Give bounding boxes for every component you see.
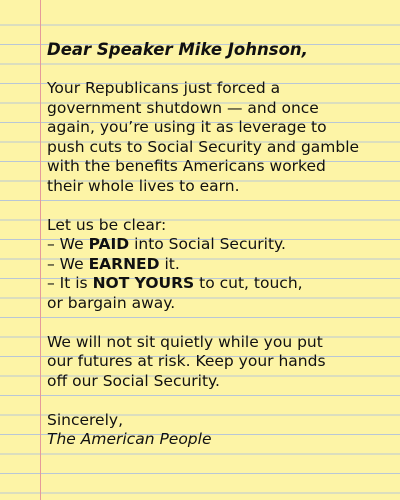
bullet-earned [47, 255, 392, 275]
text-line: government shutdown — and once [47, 98, 319, 117]
bullet-text: – It is [47, 274, 93, 292]
bullet-emphasis: NOT YOURS [92, 274, 195, 292]
bullet-text: – We [47, 254, 89, 273]
bullet-paid [47, 235, 392, 255]
text-line: with the benefits Americans worked [47, 157, 326, 175]
letter-body [47, 40, 392, 450]
text-line: our futures at risk. Keep your hands [47, 352, 326, 370]
margin-line [40, 0, 41, 500]
bullet-text: into Social Security. [129, 235, 286, 253]
text-line: Your Republicans just forced a [47, 79, 281, 97]
bullet-emphasis: EARNED [88, 254, 160, 273]
text-line: again, you’re using it as leverage to [47, 118, 327, 136]
paragraph-futures [47, 333, 392, 392]
text-line: We will not sit quietly while you put [47, 332, 323, 351]
clear-intro: Let us be clear: [47, 215, 167, 234]
bullet-continuation: or bargain away. [47, 293, 176, 312]
bullet-text: – We [47, 235, 89, 253]
text-line: their whole lives to earn. [47, 176, 240, 195]
closing-block [47, 411, 392, 450]
text-line: push cuts to Social Security and gamble [47, 137, 360, 156]
closing: Sincerely, [47, 410, 124, 429]
salutation: Dear Speaker Mike Johnson, [47, 40, 308, 59]
text-line: off our Social Security. [47, 371, 220, 390]
bullet-not-yours [47, 274, 392, 294]
bullet-text: to cut, touch, [194, 274, 303, 292]
paragraph-be-clear [47, 216, 392, 314]
bullet-text: it. [159, 254, 180, 273]
paragraph-shutdown [47, 79, 392, 196]
signature: The American People [47, 430, 212, 448]
bullet-emphasis: PAID [88, 235, 130, 253]
